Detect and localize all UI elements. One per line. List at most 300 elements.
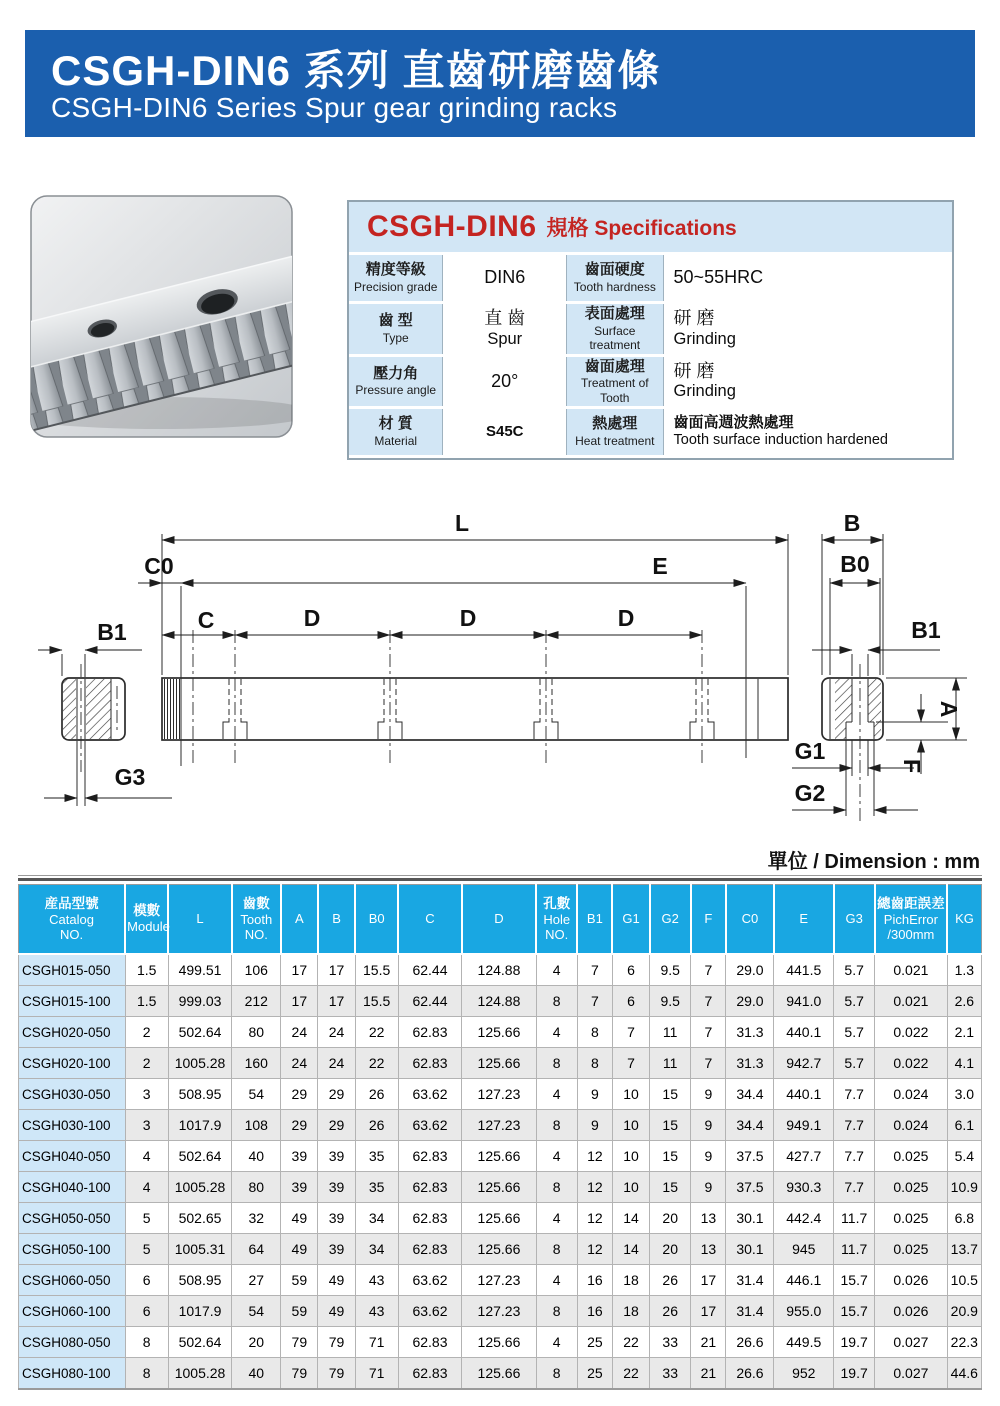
value-cell: 8	[536, 1234, 577, 1265]
value-cell: 5.4	[947, 1141, 981, 1172]
dimension-table	[18, 884, 982, 1390]
value-cell: 21	[691, 1358, 726, 1390]
value-cell: 8	[536, 1296, 577, 1327]
value-cell: 13	[691, 1234, 726, 1265]
value-cell: 15.7	[834, 1265, 875, 1296]
value-cell: 24	[318, 1048, 355, 1079]
value-cell: 0.024	[875, 1079, 947, 1110]
value-cell: 37.5	[726, 1141, 774, 1172]
value-cell: 22	[612, 1358, 649, 1390]
value-cell: 11.7	[834, 1234, 875, 1265]
value-cell: 6.8	[947, 1203, 981, 1234]
value-cell: 1.5	[125, 986, 168, 1017]
value-cell: 10	[612, 1141, 649, 1172]
value-cell: 9.5	[650, 986, 691, 1017]
value-cell: 2	[125, 1048, 168, 1079]
value-cell: 0.025	[875, 1203, 947, 1234]
value-cell: 13.7	[947, 1234, 981, 1265]
value-cell: 29	[281, 1110, 318, 1141]
catalog-no-cell: CSGH060-050	[19, 1265, 126, 1296]
value-cell: 15.7	[834, 1296, 875, 1327]
value-cell: 508.95	[168, 1265, 232, 1296]
spec-row-type	[349, 304, 952, 354]
value-cell: 7	[691, 1048, 726, 1079]
value-cell: 35	[355, 1141, 398, 1172]
dim-label-D: D	[303, 605, 321, 631]
table-row	[19, 1265, 982, 1296]
value-cell: 0.026	[875, 1265, 947, 1296]
column-header: C	[398, 885, 462, 955]
value-cell: 14	[612, 1203, 649, 1234]
value-cell: 125.66	[462, 1327, 536, 1358]
value-cell: 24	[281, 1017, 318, 1048]
value-cell: 26.6	[726, 1358, 774, 1390]
catalog-no-cell: CSGH080-050	[19, 1327, 126, 1358]
specifications-title	[349, 202, 952, 252]
catalog-no-cell: CSGH040-100	[19, 1172, 126, 1203]
value-cell: 17	[691, 1265, 726, 1296]
table-header-row	[19, 885, 982, 955]
value-cell: 11.7	[834, 1203, 875, 1234]
table-row	[19, 1358, 982, 1390]
value-cell: 10.5	[947, 1265, 981, 1296]
value-cell: 3	[125, 1110, 168, 1141]
value-cell: 79	[281, 1327, 318, 1358]
value-cell: 0.022	[875, 1017, 947, 1048]
value-cell: 49	[318, 1296, 355, 1327]
page-banner	[25, 30, 975, 137]
mounting-hole	[223, 630, 247, 766]
value-cell: 25	[577, 1327, 612, 1358]
value-cell: 14	[612, 1234, 649, 1265]
value-cell: 5.7	[834, 954, 875, 986]
spec-label: 熱處理 Heat treatment	[566, 409, 662, 455]
dim-label-G1: G1	[794, 738, 826, 764]
value-cell: 34.4	[726, 1110, 774, 1141]
value-cell: 31.4	[726, 1296, 774, 1327]
value-cell: 3.0	[947, 1079, 981, 1110]
column-header: D	[462, 885, 536, 955]
value-cell: 440.1	[774, 1079, 834, 1110]
value-cell: 5.7	[834, 986, 875, 1017]
value-cell: 37.5	[726, 1172, 774, 1203]
catalog-no-cell: CSGH020-100	[19, 1048, 126, 1079]
value-cell: 106	[232, 954, 281, 986]
value-cell: 62.83	[398, 1358, 462, 1390]
value-cell: 5	[125, 1234, 168, 1265]
dim-label-C0: C0	[144, 553, 174, 579]
value-cell: 31.3	[726, 1048, 774, 1079]
spec-value: 研 磨 Grinding	[663, 304, 952, 354]
spec-label: 材 質 Material	[349, 409, 442, 455]
value-cell: 7	[691, 954, 726, 986]
value-cell: 15	[650, 1110, 691, 1141]
value-cell: 502.65	[168, 1203, 232, 1234]
value-cell: 35	[355, 1172, 398, 1203]
value-cell: 12	[577, 1234, 612, 1265]
value-cell: 19.7	[834, 1327, 875, 1358]
value-cell: 0.021	[875, 954, 947, 986]
value-cell: 80	[232, 1172, 281, 1203]
value-cell: 22	[355, 1048, 398, 1079]
value-cell: 63.62	[398, 1265, 462, 1296]
value-cell: 4	[125, 1141, 168, 1172]
value-cell: 6.1	[947, 1110, 981, 1141]
value-cell: 22	[355, 1017, 398, 1048]
spec-row-precision	[349, 255, 952, 301]
value-cell: 79	[281, 1358, 318, 1390]
value-cell: 22	[612, 1327, 649, 1358]
value-cell: 19.7	[834, 1358, 875, 1390]
table-row	[19, 1327, 982, 1358]
value-cell: 442.4	[774, 1203, 834, 1234]
value-cell: 8	[125, 1327, 168, 1358]
value-cell: 0.026	[875, 1296, 947, 1327]
column-header: 總齒距誤差 PichError /300mm	[875, 885, 947, 955]
spec-label: 齒 型 Type	[349, 304, 442, 354]
table-row	[19, 1048, 982, 1079]
value-cell: 127.23	[462, 1110, 536, 1141]
value-cell: 20	[650, 1234, 691, 1265]
spec-value: S45C	[442, 409, 566, 455]
value-cell: 124.88	[462, 954, 536, 986]
value-cell: 9	[577, 1110, 612, 1141]
value-cell: 49	[318, 1265, 355, 1296]
value-cell: 30.1	[726, 1234, 774, 1265]
spec-value: 50~55HRC	[663, 255, 952, 301]
column-header: E	[774, 885, 834, 955]
dim-label-D: D	[617, 605, 635, 631]
value-cell: 9	[691, 1141, 726, 1172]
spec-label: 齒面硬度 Tooth hardness	[566, 255, 662, 301]
value-cell: 21	[691, 1327, 726, 1358]
value-cell: 15	[650, 1141, 691, 1172]
value-cell: 6	[612, 954, 649, 986]
value-cell: 6	[612, 986, 649, 1017]
value-cell: 17	[691, 1296, 726, 1327]
value-cell: 7.7	[834, 1172, 875, 1203]
value-cell: 11	[650, 1048, 691, 1079]
value-cell: 1005.28	[168, 1358, 232, 1390]
value-cell: 1017.9	[168, 1110, 232, 1141]
product-photo	[30, 195, 293, 438]
value-cell: 441.5	[774, 954, 834, 986]
value-cell: 15	[650, 1079, 691, 1110]
value-cell: 62.44	[398, 986, 462, 1017]
value-cell: 8	[577, 1017, 612, 1048]
value-cell: 17	[281, 986, 318, 1017]
value-cell: 427.7	[774, 1141, 834, 1172]
value-cell: 4.1	[947, 1048, 981, 1079]
value-cell: 127.23	[462, 1079, 536, 1110]
value-cell: 33	[650, 1327, 691, 1358]
dim-label-A: A	[936, 700, 962, 718]
value-cell: 0.025	[875, 1141, 947, 1172]
value-cell: 71	[355, 1327, 398, 1358]
catalog-no-cell: CSGH080-100	[19, 1358, 126, 1390]
column-header: KG	[947, 885, 981, 955]
spec-row-material	[349, 409, 952, 455]
value-cell: 64	[232, 1234, 281, 1265]
value-cell: 22.3	[947, 1327, 981, 1358]
value-cell: 24	[318, 1017, 355, 1048]
value-cell: 26	[650, 1296, 691, 1327]
value-cell: 0.027	[875, 1327, 947, 1358]
catalog-no-cell: CSGH060-100	[19, 1296, 126, 1327]
value-cell: 12	[577, 1203, 612, 1234]
column-header: B1	[577, 885, 612, 955]
table-row	[19, 1203, 982, 1234]
value-cell: 125.66	[462, 1203, 536, 1234]
column-header: 齒數 Tooth NO.	[232, 885, 281, 955]
value-cell: 945	[774, 1234, 834, 1265]
dim-label-F: F	[899, 758, 925, 774]
value-cell: 1.5	[125, 954, 168, 986]
column-header: B	[318, 885, 355, 955]
spec-value: 齒面高週波熱處理 Tooth surface induction hardened	[663, 409, 952, 455]
value-cell: 62.83	[398, 1234, 462, 1265]
value-cell: 1005.31	[168, 1234, 232, 1265]
value-cell: 39	[318, 1234, 355, 1265]
value-cell: 5.7	[834, 1017, 875, 1048]
catalog-no-cell: CSGH050-100	[19, 1234, 126, 1265]
dimension-labels	[97, 510, 962, 806]
spec-value: 研 磨 Grinding	[663, 357, 952, 407]
value-cell: 9	[577, 1079, 612, 1110]
catalog-no-cell: CSGH030-100	[19, 1110, 126, 1141]
column-header: 模數 Module	[125, 885, 168, 955]
value-cell: 4	[536, 1327, 577, 1358]
value-cell: 18	[612, 1265, 649, 1296]
value-cell: 2.1	[947, 1017, 981, 1048]
value-cell: 5.7	[834, 1048, 875, 1079]
value-cell: 955.0	[774, 1296, 834, 1327]
value-cell: 10	[612, 1172, 649, 1203]
value-cell: 7	[577, 954, 612, 986]
value-cell: 212	[232, 986, 281, 1017]
value-cell: 29	[318, 1079, 355, 1110]
value-cell: 20	[232, 1327, 281, 1358]
value-cell: 49	[281, 1203, 318, 1234]
value-cell: 5	[125, 1203, 168, 1234]
value-cell: 1005.28	[168, 1172, 232, 1203]
spec-model-name: CSGH-DIN6	[367, 210, 537, 243]
value-cell: 62.83	[398, 1141, 462, 1172]
value-cell: 8	[536, 1172, 577, 1203]
value-cell: 29	[318, 1110, 355, 1141]
value-cell: 17	[281, 954, 318, 986]
spec-label: 齒面處理 Treatment of Tooth	[566, 357, 662, 407]
value-cell: 7	[612, 1017, 649, 1048]
value-cell: 25	[577, 1358, 612, 1390]
catalog-no-cell: CSGH015-100	[19, 986, 126, 1017]
dim-label-B1: B1	[97, 619, 127, 645]
value-cell: 127.23	[462, 1265, 536, 1296]
value-cell: 26	[355, 1110, 398, 1141]
table-row	[19, 1296, 982, 1327]
value-cell: 0.021	[875, 986, 947, 1017]
value-cell: 160	[232, 1048, 281, 1079]
spec-value: DIN6	[442, 255, 566, 301]
value-cell: 20	[650, 1203, 691, 1234]
value-cell: 125.66	[462, 1048, 536, 1079]
value-cell: 62.83	[398, 1017, 462, 1048]
value-cell: 40	[232, 1358, 281, 1390]
catalog-no-cell: CSGH020-050	[19, 1017, 126, 1048]
value-cell: 1.3	[947, 954, 981, 986]
spec-label: 表面處理 Surface treatment	[566, 304, 662, 354]
value-cell: 6	[125, 1265, 168, 1296]
value-cell: 8	[536, 1048, 577, 1079]
value-cell: 16	[577, 1265, 612, 1296]
table-row	[19, 1017, 982, 1048]
dim-label-B1: B1	[911, 617, 941, 643]
table-row	[19, 986, 982, 1017]
value-cell: 7	[577, 986, 612, 1017]
value-cell: 44.6	[947, 1358, 981, 1390]
value-cell: 1017.9	[168, 1296, 232, 1327]
spec-row-pressure-angle	[349, 357, 952, 407]
value-cell: 26.6	[726, 1327, 774, 1358]
rack-right-section-view	[822, 664, 883, 822]
unit-note: 單位 / Dimension : mm	[767, 851, 980, 873]
value-cell: 9	[691, 1172, 726, 1203]
column-header: G1	[612, 885, 649, 955]
value-cell: 8	[125, 1358, 168, 1390]
value-cell: 39	[281, 1141, 318, 1172]
value-cell: 31.4	[726, 1265, 774, 1296]
value-cell: 62.83	[398, 1203, 462, 1234]
value-cell: 39	[318, 1172, 355, 1203]
value-cell: 13	[691, 1203, 726, 1234]
value-cell: 79	[318, 1327, 355, 1358]
catalog-no-cell: CSGH050-050	[19, 1203, 126, 1234]
value-cell: 80	[232, 1017, 281, 1048]
value-cell: 18	[612, 1296, 649, 1327]
value-cell: 24	[281, 1048, 318, 1079]
column-header: G2	[650, 885, 691, 955]
value-cell: 8	[536, 986, 577, 1017]
spec-value: 直 齒 Spur	[442, 304, 566, 354]
dim-label-G3: G3	[114, 764, 146, 790]
table-row	[19, 1234, 982, 1265]
dim-label-B0: B0	[840, 551, 870, 577]
value-cell: 43	[355, 1265, 398, 1296]
value-cell: 7	[691, 986, 726, 1017]
table-row	[19, 1110, 982, 1141]
column-header: 産品型號 Catalog NO.	[19, 885, 126, 955]
column-header: G3	[834, 885, 875, 955]
value-cell: 12	[577, 1172, 612, 1203]
mounting-hole	[534, 630, 558, 766]
dimension-lines	[38, 540, 956, 810]
value-cell: 8	[577, 1048, 612, 1079]
value-cell: 4	[536, 1203, 577, 1234]
value-cell: 941.0	[774, 986, 834, 1017]
value-cell: 62.44	[398, 954, 462, 986]
value-cell: 29.0	[726, 954, 774, 986]
value-cell: 59	[281, 1265, 318, 1296]
value-cell: 39	[318, 1141, 355, 1172]
value-cell: 71	[355, 1358, 398, 1390]
dim-label-B: B	[843, 510, 861, 536]
value-cell: 4	[536, 1017, 577, 1048]
value-cell: 62.83	[398, 1048, 462, 1079]
value-cell: 999.03	[168, 986, 232, 1017]
value-cell: 4	[536, 954, 577, 986]
value-cell: 0.022	[875, 1048, 947, 1079]
value-cell: 10	[612, 1110, 649, 1141]
value-cell: 20.9	[947, 1296, 981, 1327]
table-row	[19, 1079, 982, 1110]
value-cell: 2.6	[947, 986, 981, 1017]
value-cell: 4	[536, 1265, 577, 1296]
value-cell: 7.7	[834, 1079, 875, 1110]
table-row	[19, 1141, 982, 1172]
value-cell: 6	[125, 1296, 168, 1327]
dim-label-E: E	[652, 553, 668, 579]
value-cell: 0.025	[875, 1234, 947, 1265]
value-cell: 4	[536, 1079, 577, 1110]
value-cell: 34	[355, 1234, 398, 1265]
value-cell: 54	[232, 1296, 281, 1327]
value-cell: 952	[774, 1358, 834, 1390]
catalog-no-cell: CSGH040-050	[19, 1141, 126, 1172]
page-title: CSGH-DIN6 系列 直齒研磨齒條	[51, 47, 661, 94]
mounting-hole	[690, 630, 714, 766]
value-cell: 9.5	[650, 954, 691, 986]
value-cell: 29.0	[726, 986, 774, 1017]
value-cell: 15.5	[355, 986, 398, 1017]
gear-rack-photo	[30, 195, 293, 438]
value-cell: 0.024	[875, 1110, 947, 1141]
column-header: F	[691, 885, 726, 955]
column-header: B0	[355, 885, 398, 955]
value-cell: 63.62	[398, 1296, 462, 1327]
specifications-table	[347, 200, 954, 460]
value-cell: 10.9	[947, 1172, 981, 1203]
value-cell: 502.64	[168, 1327, 232, 1358]
column-header: L	[168, 885, 232, 955]
dim-label-L: L	[454, 510, 470, 536]
value-cell: 127.23	[462, 1296, 536, 1327]
value-cell: 12	[577, 1141, 612, 1172]
value-cell: 449.5	[774, 1327, 834, 1358]
value-cell: 15.5	[355, 954, 398, 986]
value-cell: 79	[318, 1358, 355, 1390]
value-cell: 1005.28	[168, 1048, 232, 1079]
catalog-no-cell: CSGH030-050	[19, 1079, 126, 1110]
value-cell: 62.83	[398, 1172, 462, 1203]
value-cell: 7	[612, 1048, 649, 1079]
value-cell: 7.7	[834, 1110, 875, 1141]
value-cell: 108	[232, 1110, 281, 1141]
page-subtitle: CSGH-DIN6 Series Spur gear grinding racks	[51, 92, 618, 123]
value-cell: 446.1	[774, 1265, 834, 1296]
value-cell: 502.64	[168, 1141, 232, 1172]
value-cell: 124.88	[462, 986, 536, 1017]
value-cell: 31.3	[726, 1017, 774, 1048]
value-cell: 2	[125, 1017, 168, 1048]
value-cell: 62.83	[398, 1327, 462, 1358]
value-cell: 11	[650, 1017, 691, 1048]
value-cell: 34	[355, 1203, 398, 1234]
value-cell: 32	[232, 1203, 281, 1234]
column-header: 孔數 Hole NO.	[536, 885, 577, 955]
value-cell: 8	[536, 1358, 577, 1390]
value-cell: 7.7	[834, 1141, 875, 1172]
spec-value: 20°	[442, 357, 566, 407]
